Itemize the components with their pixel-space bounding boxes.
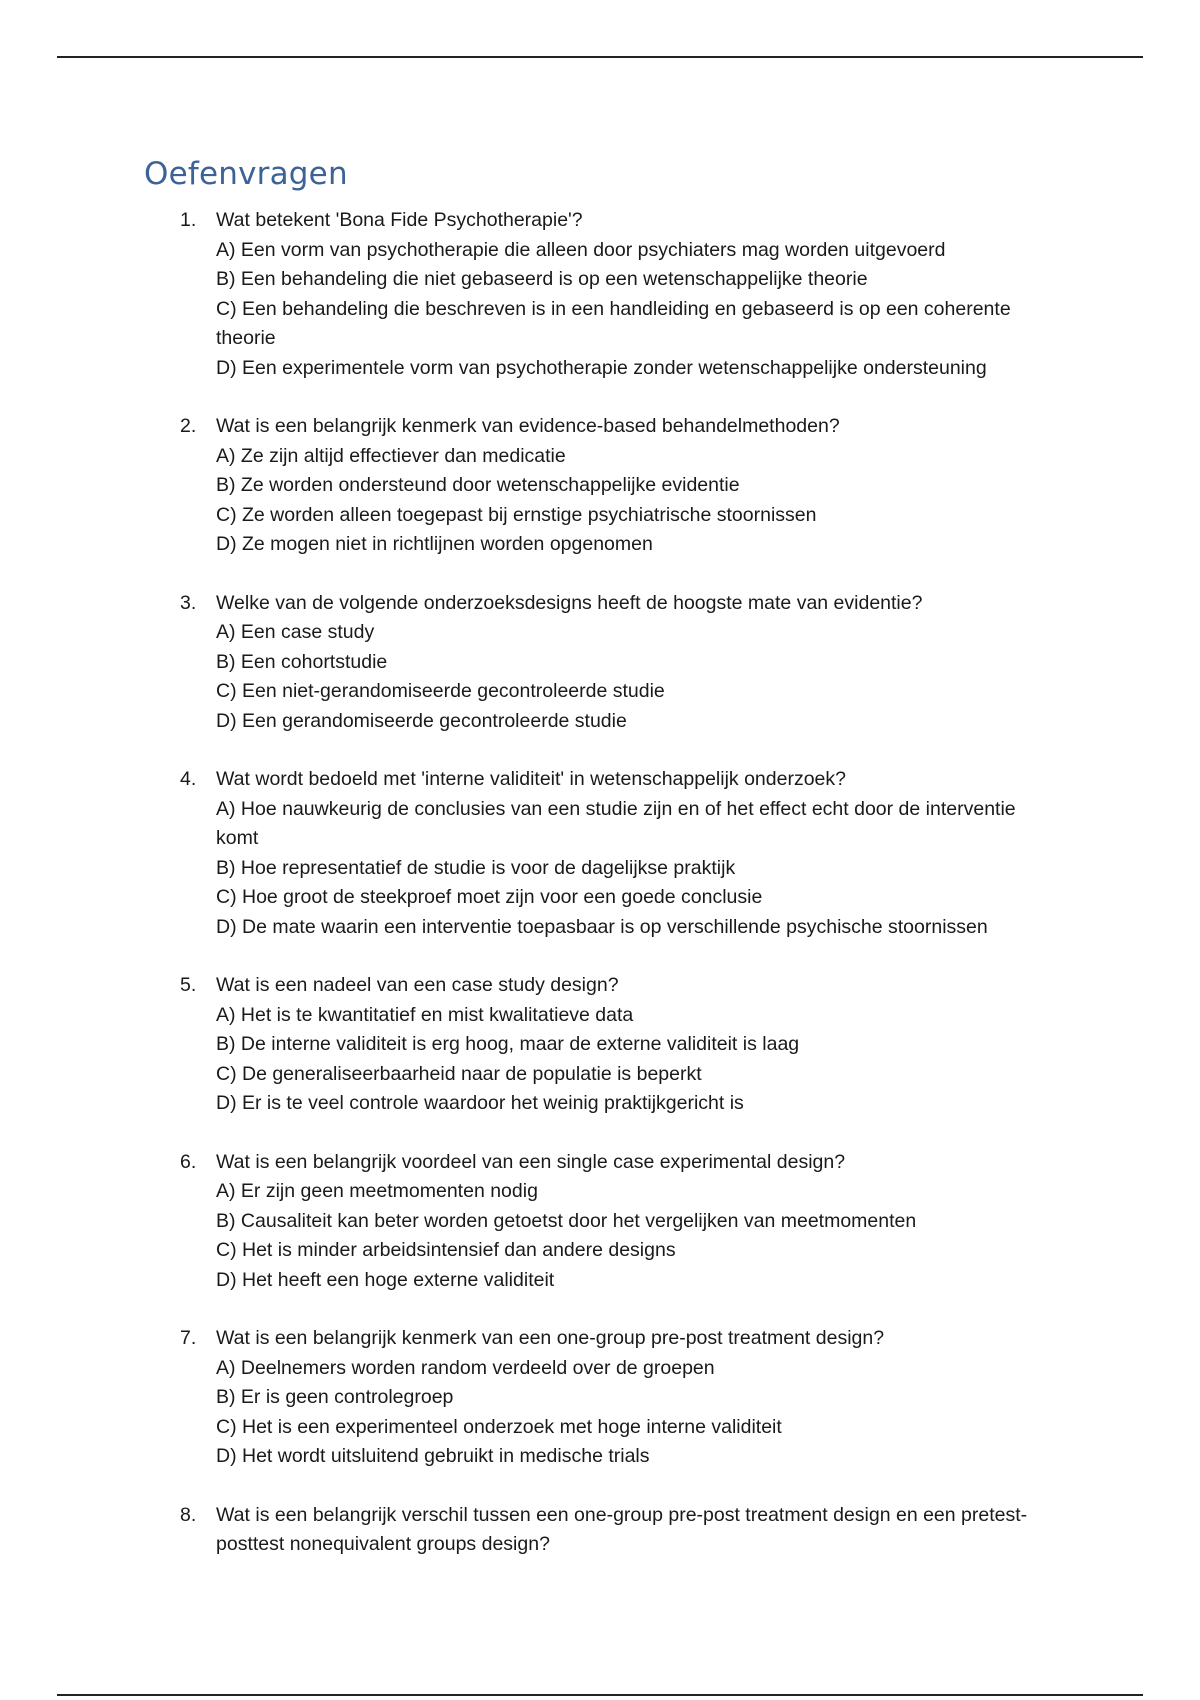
answer-option-a: A) Deelnemers worden random verdeeld over de groepen [216,1356,715,1379]
question-number: 5. [180,974,197,996]
question-text: Welke van de volgende onderzoeksdesigns heeft de hoogste mate van evidentie? [216,591,923,614]
answer-option-d: D) Een experimentele vorm van psychotherapie zonder wetenschappelijke ondersteuning [216,356,987,379]
answer-option-c: C) Het is een experimenteel onderzoek met hoge interne validiteit [216,1415,782,1438]
question-item [0,1501,1200,1560]
question-item [0,971,1200,1119]
question-text: Wat betekent 'Bona Fide Psychotherapie'? [216,209,583,231]
answer-option-c: C) Het is minder arbeidsintensief dan andere designs [216,1239,676,1261]
answer-option-a: A) Het is te kwantitatief en mist kwalitatieve data [216,1003,634,1026]
header-rule [57,56,1143,58]
question-number: 2. [180,415,197,437]
question-text: Wat is een nadeel van een case study design? [216,974,619,996]
answer-option-c: C) Hoe groot de steekproef moet zijn voor een goede conclusie [216,886,763,908]
question-text: Wat is een belangrijk kenmerk van een one-group pre-post treatment design? [216,1327,885,1349]
answer-option-b: B) Een cohortstudie [216,650,388,673]
answer-option-a: A) Een case study [216,621,375,643]
footer-rule [57,1694,1143,1696]
answer-option-b: B) De interne validiteit is erg hoog, maar de externe validiteit is laag [216,1033,800,1055]
question-list [0,206,1200,1589]
question-item [0,412,1200,560]
page-title: Oefenvragen [144,156,348,192]
answer-option-a: A) Er zijn geen meetmomenten nodig [216,1180,538,1202]
answer-option-b: B) Een behandeling die niet gebaseerd is op een wetenschappelijke theorie [216,268,868,290]
question-text: Wat is een belangrijk kenmerk van evidence-based behandelmethoden? [216,415,840,437]
answer-option-c: C) Een behandeling die beschreven is in een handleiding en gebaseerd is op een coherente theorie [216,297,1011,349]
answer-option-d: D) Er is te veel controle waardoor het weinig praktijkgericht is [216,1092,744,1114]
answer-option-a: A) Een vorm van psychotherapie die alleen door psychiaters mag worden uitgevoerd [216,238,946,261]
question-item [0,589,1200,737]
answer-option-c: C) De generaliseerbaarheid naar de populatie is beperkt [216,1062,702,1085]
answer-option-b: B) Causaliteit kan beter worden getoetst door het vergelijken van meetmomenten [216,1209,917,1232]
answer-option-b: B) Ze worden ondersteund door wetenschappelijke evidentie [216,474,740,496]
question-text: Wat wordt bedoeld met 'interne validiteit' in wetenschappelijk onderzoek? [216,768,846,790]
answer-option-d: D) De mate waarin een interventie toepasbaar is op verschillende psychische stoornissen [216,915,988,938]
answer-option-a: A) Ze zijn altijd effectiever dan medicatie [216,444,566,467]
question-text: Wat is een belangrijk verschil tussen een one-group pre-post treatment design en een pretest-posttest nonequivalent groups design? [216,1503,1028,1555]
answer-option-c: C) Ze worden alleen toegepast bij ernstige psychiatrische stoornissen [216,503,817,526]
question-number: 6. [180,1150,197,1173]
answer-option-a: A) Hoe nauwkeurig de conclusies van een studie zijn en of het effect echt door de interventie komt [216,797,1016,849]
answer-option-b: B) Er is geen controlegroep [216,1386,454,1408]
answer-option-d: D) Het wordt uitsluitend gebruikt in medische trials [216,1445,650,1467]
question-item [0,765,1200,942]
answer-option-c: C) Een niet-gerandomiseerde gecontroleerde studie [216,680,665,702]
question-number: 1. [180,209,197,231]
question-number: 4. [180,768,197,790]
question-number: 7. [180,1327,197,1349]
question-number: 3. [180,591,197,614]
question-item [0,206,1200,383]
answer-option-d: D) Het heeft een hoge externe validiteit [216,1268,555,1291]
answer-option-d: D) Ze mogen niet in richtlijnen worden opgenomen [216,533,653,555]
question-item [0,1148,1200,1296]
question-number: 8. [180,1503,197,1526]
answer-option-d: D) Een gerandomiseerde gecontroleerde studie [216,709,627,732]
question-text: Wat is een belangrijk voordeel van een single case experimental design? [216,1150,846,1173]
answer-option-b: B) Hoe representatief de studie is voor de dagelijkse praktijk [216,856,736,879]
question-item [0,1324,1200,1472]
